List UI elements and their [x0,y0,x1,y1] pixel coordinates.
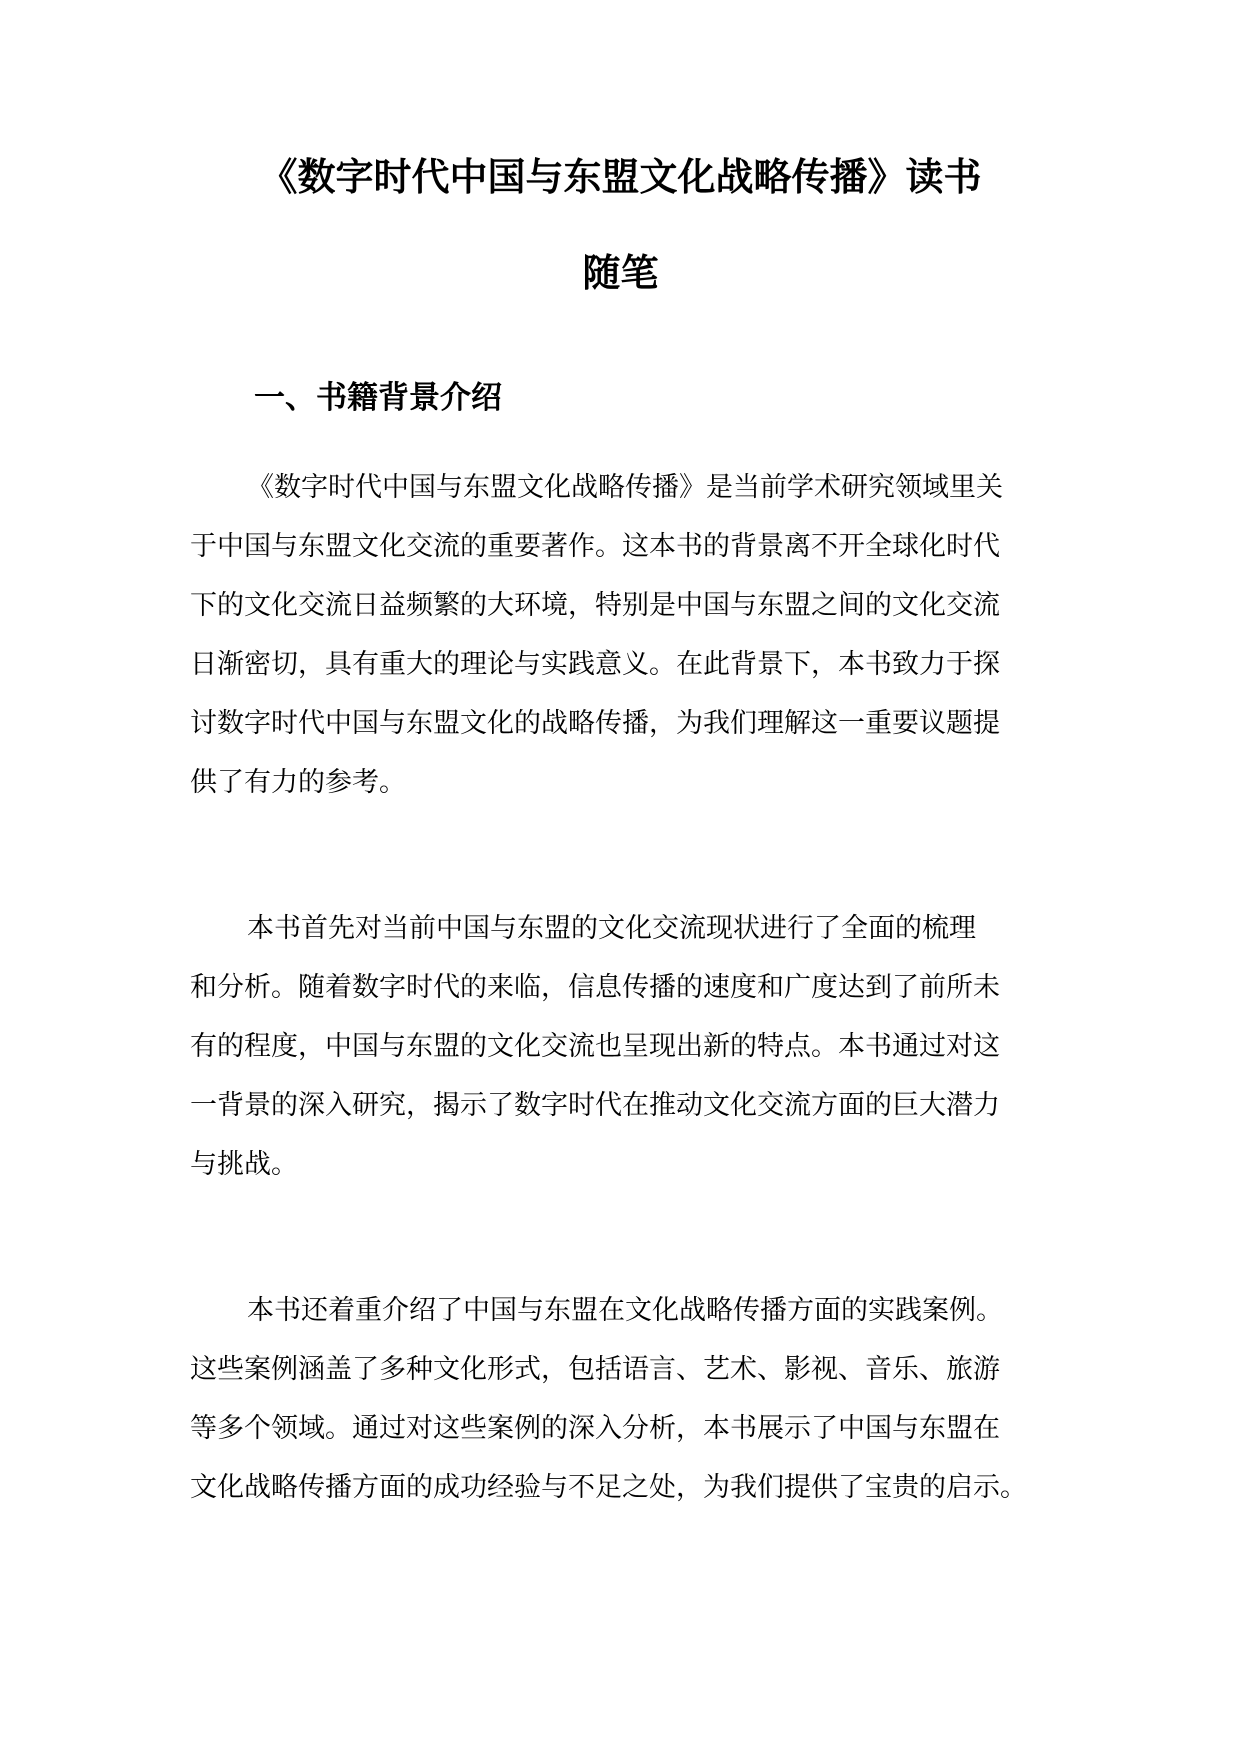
section-heading: 一、书籍背景介绍 [254,380,502,416]
paragraph-3 [190,1281,1060,1517]
paragraph-line: 等多个领域。通过对这些案例的深入分析，本书展示了中国与东盟在 [190,1413,1000,1444]
paragraph-line: 与挑战。 [190,1149,298,1180]
paragraph-line: 这些案例涵盖了多种文化形式，包括语言、艺术、影视、音乐、旅游 [190,1354,1000,1385]
paragraph-2 [190,899,1060,1194]
document-title-line-1: 《数字时代中国与东盟文化战略传播》读书 [259,155,982,199]
paragraph-line: 供了有力的参考。 [190,767,406,798]
paragraph-line: 有的程度，中国与东盟的文化交流也呈现出新的特点。本书通过对这 [190,1031,1000,1062]
paragraph-line: 本书首先对当前中国与东盟的文化交流现状进行了全面的梳理 [247,913,976,944]
paragraph-line: 日渐密切，具有重大的理论与实践意义。在此背景下，本书致力于探 [190,649,1000,680]
paragraph-line: 讨数字时代中国与东盟文化的战略传播，为我们理解这一重要议题提 [190,708,1000,739]
paragraph-line: 和分析。随着数字时代的来临，信息传播的速度和广度达到了前所未 [190,972,1000,1003]
paragraph-line: 本书还着重介绍了中国与东盟在文化战略传播方面的实践案例。 [247,1295,1003,1326]
document-title-line-2: 随笔 [582,251,659,295]
paragraph-line: 下的文化交流日益频繁的大环境，特别是中国与东盟之间的文化交流 [190,590,1000,621]
paragraph-line: 一背景的深入研究，揭示了数字时代在推动文化交流方面的巨大潜力 [190,1090,1000,1121]
paragraph-1 [190,458,1060,812]
paragraph-line: 文化战略传播方面的成功经验与不足之处，为我们提供了宝贵的启示。 [190,1472,1027,1503]
paragraph-line: 于中国与东盟文化交流的重要著作。这本书的背景离不开全球化时代 [190,531,1000,562]
paragraph-line: 《数字时代中国与东盟文化战略传播》是当前学术研究领域里关 [247,472,1003,503]
